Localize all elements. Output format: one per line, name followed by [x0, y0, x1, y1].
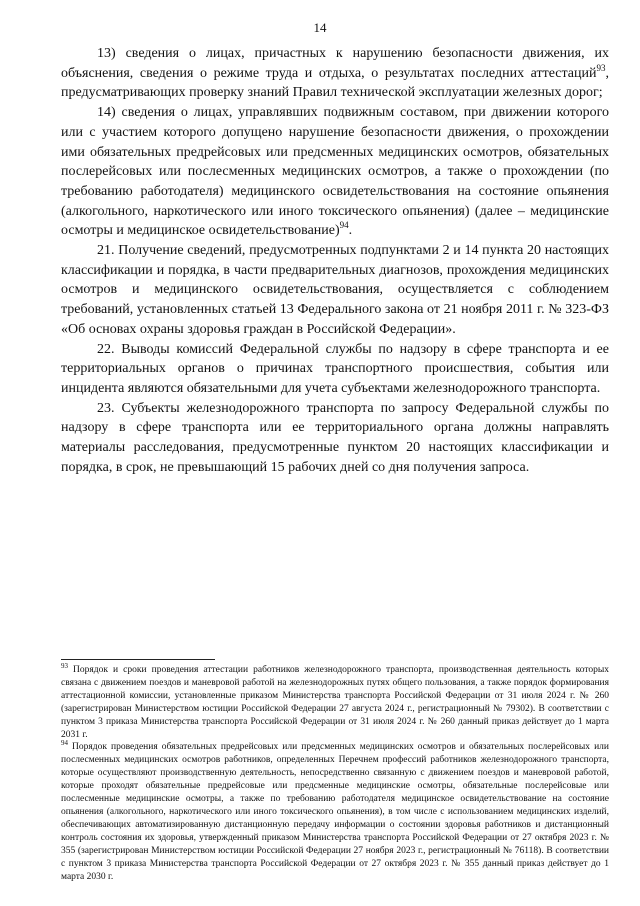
page-number: 14	[313, 20, 327, 35]
paragraph-22: 22. Выводы комиссий Федеральной службы по надзору в сфере транспорта и ее территориальных органов о причинах транспортного происшествия, события или инцидента являются обязательными для учета субъектами железнодорожного транспорта.	[61, 341, 609, 396]
footnote-ref-93[interactable]: 93	[596, 62, 606, 73]
paragraph-14	[61, 103, 609, 241]
footnote-mark-94: 94	[61, 739, 68, 748]
paragraph-14-text: 14) сведения о лицах, управлявших подвижным составом, при движении которого или с участием которого допущено нарушение безопасности движения, о прохождении ими обязательных предрейсовых или предсменных медицинских осмотров, обязательных послерейсовых или послесменных медицинских осмотров, а также о прохождении (по требованию работодателя) медицинского освидетельствования на состояние опьянения (алкогольного, наркотического или иного токсического опьянения) (далее – медицинские осмотры и медицинское освидетельствование)	[61, 105, 609, 239]
footnotes	[61, 664, 609, 883]
paragraph-13-text-end: , предусматривающих проверку знаний Правил технической эксплуатации железных дорог;	[61, 65, 609, 101]
footnote-93	[61, 664, 609, 741]
paragraph-13-text: 13) сведения о лицах, причастных к нарушению безопасности движения, их объяснения, сведения о режиме труда и отдыха, о результатах последних аттестаций	[61, 46, 609, 81]
paragraph-21: 21. Получение сведений, предусмотренных подпунктами 2 и 14 пункта 20 настоящих классификации и порядка, в части предварительных диагнозов, прохождения медицинских осмотров и медицинского освидетельствования, осуществляется с соблюдением требований, установленных статьей 13 Федерального закона от 21 ноября 2011 г. № 323-ФЗ «Об основах охраны здоровья граждан в Российской Федерации».	[61, 243, 609, 337]
paragraph-13	[61, 44, 609, 103]
footnote-ref-94[interactable]: 94	[339, 220, 349, 231]
footnote-94-text: Порядок проведения обязательных предрейсовых или предсменных медицинских осмотров и обязательных послерейсовых или послесменных медицинских осмотров работников, определенных Перечнем профессий работников железнодорожного транспорта, которые осуществляют производственную деятельность, непосредственно связанную с движением поездов и маневровой работой, которые проходят обязательные предрейсовые или предсменные медицинские осмотры, обязательные послерейсовые или послесменные медицинские осмотры, а также по требованию работодателя медицинское освидетельствование на состояние опьянения (алкогольного, наркотического или иного токсического опьянения), в том числе с использованием медицинских изделий, обеспечивающих автоматизированную дистанционную передачу информации о состоянии здоровья работников и дистанционный контроль состояния их здоровья, утвержденный приказом Министерства транспорта Российской Федерации от 27 октября 2023 г. № 355 (зарегистрирован Министерством юстиции Российской Федерации 27 ноября 2023 г., регистрационный № 76118). В соответствии с пунктом 3 приказа Министерства транспорта Российской Федерации от 27 октября 2023 г. № 355 данный приказ действует до 1 марта 2030 г.	[61, 742, 609, 882]
main-text	[61, 44, 609, 477]
footnote-93-text: Порядок и сроки проведения аттестации работников железнодорожного транспорта, производственная деятельность которых связана с движением поездов и маневровой работой на железнодорожных путях общего пользования, а также порядок формирования аттестационной комиссии, установленные приказом Министерства транспорта Российской Федерации от 31 июля 2024 г. № 260 (зарегистрирован Министерством юстиции Российской Федерации 27 августа 2024 г., регистрационный № 79302). В соответствии с пунктом 3 приказа Министерства транспорта Российской Федерации от 31 июля 2024 г. № 260 данный приказ действует до 1 марта 2031 г.	[61, 665, 609, 740]
footnote-mark-93: 93	[61, 662, 68, 670]
footnote-94	[61, 741, 609, 883]
paragraph-14-text-end: .	[348, 223, 353, 239]
footnote-separator	[61, 659, 215, 660]
paragraph-23: 23. Субъекты железнодорожного транспорта по запросу Федеральной службы по надзору в сфере транспорта или ее территориального органа должны направлять материалы расследования, предусмотренные пунктом 20 настоящих классификации и порядка, в срок, не превышающий 15 рабочих дней со дня получения запроса.	[61, 400, 609, 475]
